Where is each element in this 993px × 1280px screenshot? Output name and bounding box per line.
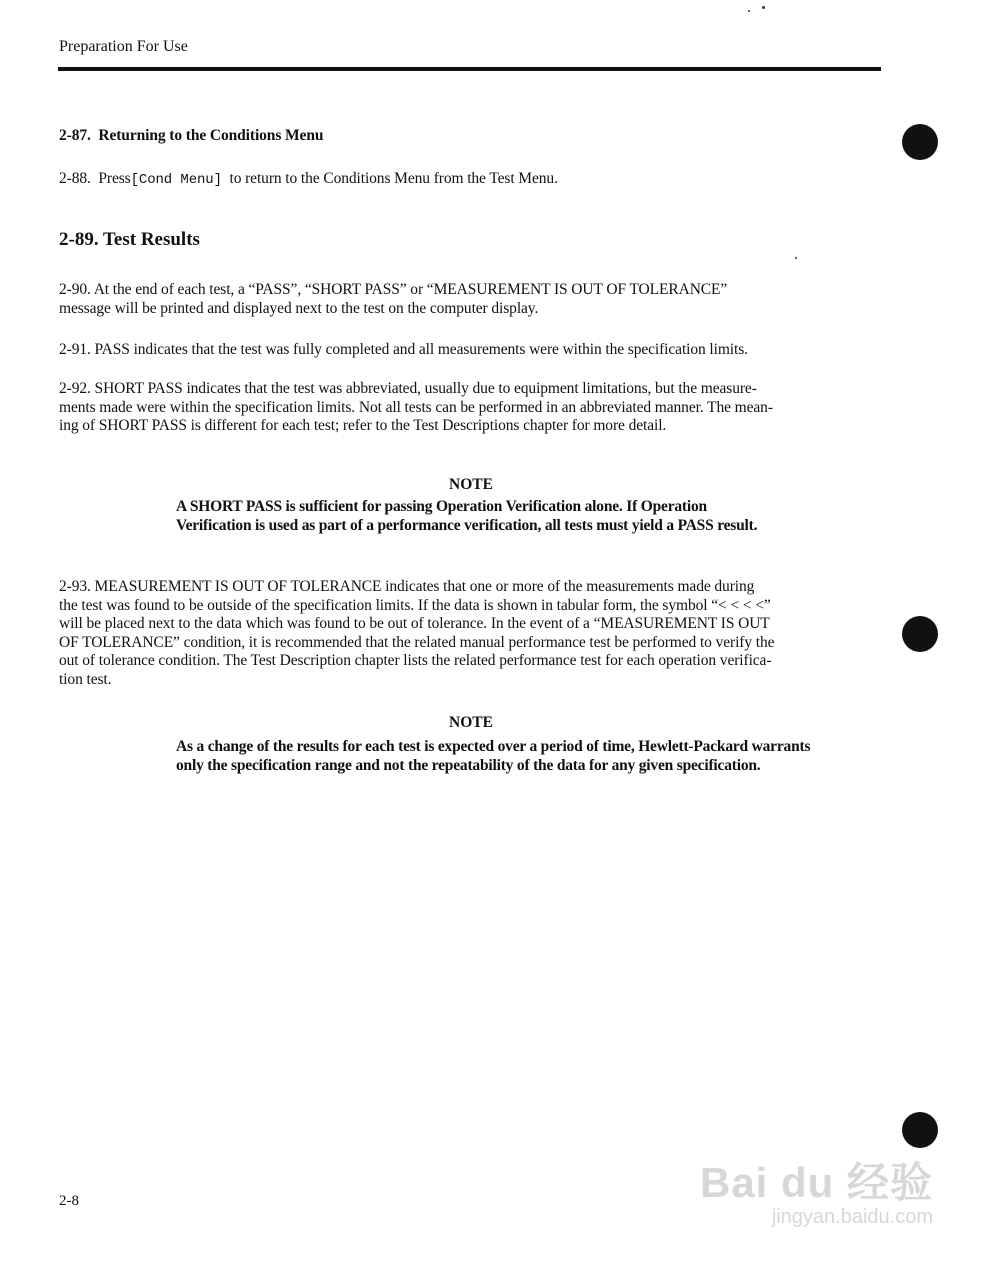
scan-speck — [795, 257, 797, 259]
paragraph-line: OF TOLERANCE” condition, it is recommended that the related manual performance test be performed to verify the — [59, 633, 775, 651]
paragraph-line: message will be printed and displayed next to the test on the computer display. — [59, 299, 539, 317]
paragraph-line: will be placed next to the data which was found to be out of tolerance. In the event of a “MEASUREMENT IS OUT — [59, 615, 770, 632]
section-2-89-heading: 2-89. Test Results — [59, 229, 200, 250]
section-number: 2-87. — [59, 127, 91, 144]
paragraph-line: the test was found to be outside of the specification limits. If the data is shown in tabular form, the symbol “< < < <” — [59, 596, 771, 614]
paragraph-2-91 — [59, 341, 881, 360]
scan-speck — [748, 10, 750, 12]
running-header: Preparation For Use — [59, 38, 188, 55]
paragraph-line: ments made were within the specification limits. Not all tests can be performed in an abbreviated manner. The mean- — [59, 398, 773, 416]
page-number: 2-8 — [59, 1193, 79, 1209]
scan-speck — [762, 6, 765, 9]
paragraph-line: ing of SHORT PASS is different for each test; refer to the Test Descriptions chapter for more detail. — [59, 417, 667, 434]
paragraph-text: Press — [98, 170, 131, 187]
paragraph-2-88 — [59, 170, 881, 190]
note-body — [176, 497, 856, 535]
header-rule — [58, 67, 881, 71]
paragraph-line: tion test. — [59, 670, 112, 688]
binder-hole-dot-bottom — [902, 1112, 938, 1148]
note-line: A SHORT PASS is sufficient for passing Operation Verification alone. If Operation — [176, 498, 707, 515]
paragraph-2-93 — [59, 578, 881, 689]
watermark-main-text: Bai du 经验 — [699, 1159, 933, 1206]
watermark-sub-text: jingyan.baidu.com — [771, 1206, 933, 1228]
note-line: only the specification range and not the repeatability of the data for any given specification. — [176, 757, 761, 774]
note-body — [176, 737, 876, 775]
paragraph-line: out of tolerance condition. The Test Description chapter lists the related performance test for each operation verifica- — [59, 652, 772, 669]
note-line: As a change of the results for each test is expected over a period of time, Hewlett-Packard warrants — [176, 738, 811, 755]
paragraph-2-90 — [59, 281, 881, 318]
section-2-87-heading — [59, 127, 881, 146]
baidu-watermark — [700, 1150, 933, 1229]
section-heading-text: Returning to the Conditions Menu — [98, 127, 324, 144]
paragraph-line: 2-91. PASS indicates that the test was fully completed and all measurements were within the specification limits. — [59, 341, 748, 358]
paragraph-line: 2-92. SHORT PASS indicates that the test was abbreviated, usually due to equipment limitations, but the measure- — [59, 380, 757, 397]
note-line: Verification is used as part of a performance verification, all tests must yield a PASS result. — [176, 517, 758, 534]
cond-menu-key: [Cond Menu] — [130, 172, 222, 188]
paragraph-text: to return to the Conditions Menu from the Test Menu. — [229, 170, 558, 187]
note-title: NOTE — [449, 714, 493, 731]
binder-hole-dot-top — [902, 124, 938, 160]
paragraph-2-92 — [59, 380, 881, 436]
note-title: NOTE — [449, 476, 493, 493]
paragraph-line: 2-93. MEASUREMENT IS OUT OF TOLERANCE indicates that one or more of the measurements made during — [59, 578, 755, 595]
binder-hole-dot-middle — [902, 616, 938, 652]
paragraph-line: 2-90. At the end of each test, a “PASS”, “SHORT PASS” or “MEASUREMENT IS OUT OF TOLERANCE” — [59, 281, 728, 298]
paragraph-number: 2-88. — [59, 170, 91, 187]
